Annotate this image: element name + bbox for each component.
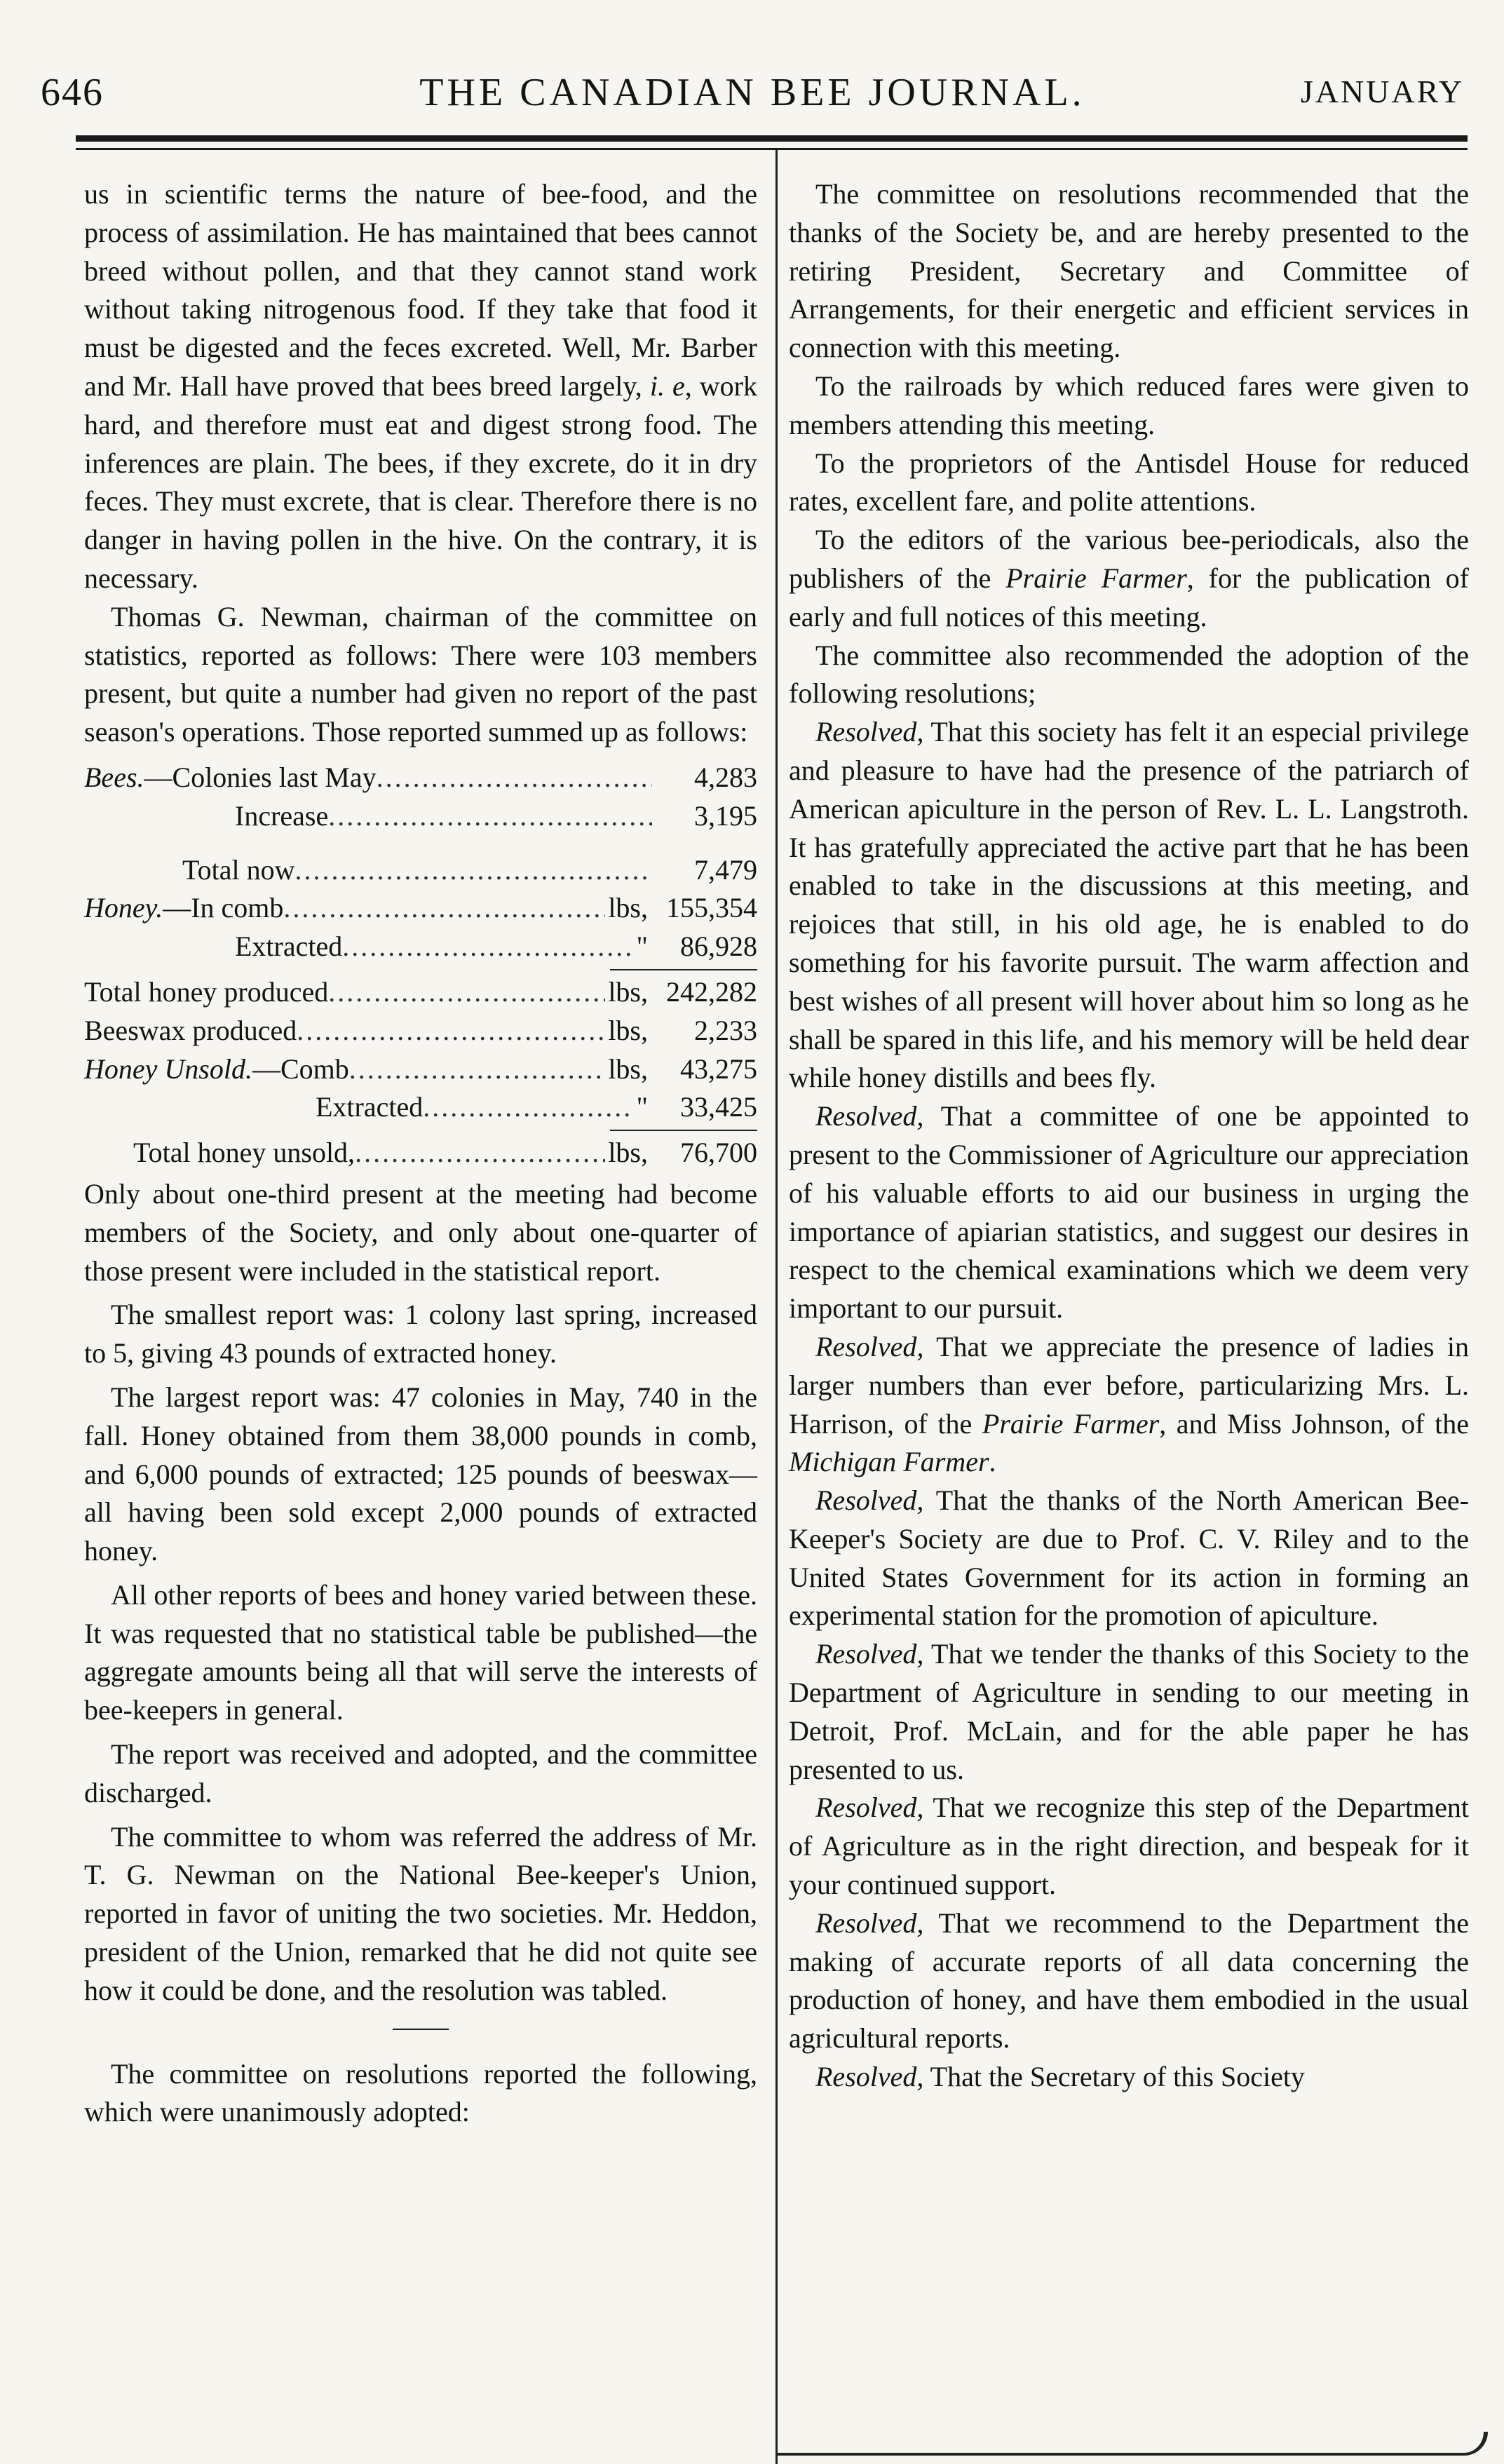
paragraph: The committee on resolutions reported the following, which were unanimously adopted: (84, 2057, 757, 2128)
stats-label-text: —Comb (252, 1052, 349, 1085)
section-divider (393, 2029, 449, 2030)
stats-row-unsold-extracted (84, 1088, 757, 1127)
stats-label: Beeswax produced (84, 1014, 297, 1046)
left-column (84, 175, 757, 2132)
resolution (789, 713, 1469, 1097)
leader-dots (328, 797, 652, 836)
resolution-text: That we tender the thanks of this Society to the Department of Agriculture in sending to our meeting in Detroit, Prof. McLain, and for the able paper he has presented to us. (789, 1638, 1469, 1785)
stats-value: 86,928 (680, 930, 757, 963)
header-rule-thin (76, 148, 1468, 150)
stats-label (84, 1050, 349, 1089)
stats-label: Total now (182, 853, 295, 886)
resolution (789, 2058, 1469, 2097)
statistics-table (84, 759, 757, 1172)
paragraph-text: us in scientific terms the nature of bee-food, and the process of assimilation. He has maintained that bees cannot breed without pollen, and that they cannot stand work without taking nitrogenous food. If they take that food it must be digested and the feces excreted. Well, Mr. Barber and Mr. Hall have proved that bees breed largely, (84, 178, 757, 402)
stats-value: 3,195 (694, 799, 757, 832)
resolution-text: That the Secretary of this Society (923, 2061, 1305, 2093)
paragraph: The committee on resolutions recommended that the thanks of the Society be, and are hereby presented to the retiring President, Secretary and Committee of Arrangements, for their energetic and efficient services in connection with this meeting. (789, 178, 1469, 364)
resolution (789, 1904, 1469, 2058)
issue-month: JANUARY (1300, 74, 1464, 109)
leader-dots (423, 1088, 633, 1127)
stats-value: 33,425 (680, 1091, 757, 1123)
publication-name: Michigan Farmer (789, 1446, 989, 1478)
stats-value: 76,700 (680, 1137, 757, 1169)
resolved-label: Resolved, (815, 1330, 924, 1362)
resolution-text: That this society has felt it an especial privilege and pleasure to have had the presence of the patriarch of American apiculture in the person of Rev. L. L. Langstroth. It has gratefully appreciated the active part that he has been enabled to take in the discussions at this meeting, and rejoices that still, in his old age, he is enabled to do something for his favorite pursuit. The warm affection and best wishes of all present will hover about him so long as he shall be spared in this life, and his memory will be held dear while honey distills and bees fly. (789, 716, 1469, 1094)
header-rule-thick (76, 135, 1468, 142)
sum-rule (610, 1130, 757, 1131)
sum-rule (610, 969, 757, 970)
italic-text: i. e (649, 370, 685, 402)
publication-name: Prairie Farmer (982, 1407, 1160, 1440)
stats-unit: lbs, (608, 1137, 648, 1169)
stats-value: 155,354 (666, 892, 757, 924)
resolution-text: . (989, 1446, 996, 1478)
publication-name: Prairie Farmer (1005, 562, 1187, 594)
stats-label: Extracted (235, 930, 343, 963)
resolution (789, 1328, 1469, 1482)
stats-unit: lbs, (608, 892, 648, 924)
stats-unit: lbs, (608, 1052, 648, 1085)
stats-row-total-now (84, 851, 757, 890)
stats-unit: lbs, (608, 1014, 648, 1046)
stats-label (84, 889, 283, 928)
paragraph: The smallest report was: 1 colony last spring, increased to 5, giving 43 pounds of extracted honey. (84, 1299, 757, 1369)
leader-dots (349, 1050, 606, 1089)
stats-unit: lbs, (608, 975, 648, 1008)
resolution (789, 1635, 1469, 1789)
stats-unit: " (636, 930, 648, 963)
resolution-text: That we recognize this step of the Department of Agriculture as in the right direction, and bespeak for it your continued support. (789, 1792, 1469, 1901)
leader-dots (297, 1012, 605, 1050)
resolved-label: Resolved, (815, 1484, 924, 1517)
stats-category: Honey Unsold. (84, 1052, 252, 1085)
journal-title: THE CANADIAN BEE JOURNAL. (419, 71, 1085, 114)
paragraph: To the proprietors of the Antisdel House for reduced rates, excellent fare, and polite attentions. (789, 447, 1469, 517)
paragraph: All other reports of bees and honey varied between these. It was requested that no statistical table be published—the aggregate amounts being all that will serve the interests of bee-keepers in general. (84, 1578, 757, 1726)
paragraph (789, 521, 1469, 636)
resolution (789, 1097, 1469, 1328)
page-header (41, 70, 1464, 133)
paragraph-text: , for the publication of early and full notices of this meeting. (789, 562, 1469, 632)
stats-category: Honey. (84, 892, 163, 924)
resolved-label: Resolved, (815, 1100, 924, 1132)
leader-dots (295, 851, 652, 890)
stats-value: 2,233 (694, 1014, 757, 1046)
stats-label: Total honey produced (84, 975, 329, 1008)
paragraph: The report was received and adopted, and the committee discharged. (84, 1738, 757, 1808)
stats-row-colonies (84, 759, 757, 797)
resolved-label: Resolved, (815, 2061, 924, 2093)
stats-row-extracted (84, 928, 757, 966)
stats-row-total-unsold (84, 1134, 757, 1172)
stats-label-text: —In comb (163, 892, 284, 924)
paragraph-text: To the editors of the various bee-periodicals, also the publishers of the (789, 524, 1469, 594)
paragraph-text: , work hard, and therefore must eat and digest strong food. The inferences are plain. The bees, if they excrete, do it in dry feces. They must excrete, that is clear. Therefore there is no danger in having pollen in the hive. On the contrary, it is necessary. (84, 370, 757, 594)
stats-value: 43,275 (680, 1052, 757, 1085)
resolved-label: Resolved, (815, 1638, 924, 1670)
resolution (789, 1482, 1469, 1635)
leader-dots (342, 928, 633, 966)
resolved-label: Resolved, (815, 1907, 924, 1939)
resolution-text: That we appreciate the presence of ladies in larger numbers than ever before, particularizing Mrs. L. Harrison, of the (789, 1330, 1469, 1440)
stats-label-text: —Colonies last May (144, 761, 377, 793)
stats-row-increase (84, 797, 757, 836)
stats-value: 242,282 (666, 975, 757, 1008)
stats-label (84, 759, 377, 797)
stats-row-unsold-comb (84, 1050, 757, 1089)
resolution-text: That a committee of one be appointed to present to the Commissioner of Agriculture our appreciation of his valuable efforts to aid our business in urging the importance of apiarian statistics, and suggest our desires in respect to the chemical examinations which we deem very important to our pursuit. (789, 1100, 1469, 1325)
paragraph: The committee also recommended the adoption of the following resolutions; (789, 639, 1469, 710)
stats-value: 7,479 (694, 853, 757, 886)
stats-label: Extracted (316, 1091, 424, 1123)
stats-unit: " (636, 1091, 648, 1123)
spacer (84, 836, 757, 851)
stats-category: Bees. (84, 761, 144, 793)
stats-value: 4,283 (694, 761, 757, 793)
page-curl-edge (775, 2432, 1488, 2456)
page-number: 646 (41, 71, 104, 114)
leader-dots (377, 759, 652, 797)
paragraph: Only about one-third present at the meeting had become members of the Society, and only about one-quarter of those present were included in the statistical report. (84, 1177, 757, 1287)
resolution-text: , and Miss Johnson, of the (1159, 1407, 1470, 1440)
resolution-text: That we recommend to the Department the making of accurate reports of all data concerning the production of honey, and have them embodied in the usual agricultural reports. (789, 1907, 1469, 2055)
stats-label: Total honey unsold, (133, 1137, 355, 1169)
right-column (789, 175, 1469, 2097)
column-divider (775, 150, 778, 2464)
leader-dots (328, 973, 605, 1012)
stats-row-total-honey (84, 973, 757, 1012)
paragraph: The largest report was: 47 colonies in May, 740 in the fall. Honey obtained from them 38,000 pounds in comb, and 6,000 pounds of extracted; 125 pounds of beeswax—all having been sold except 2,000 pounds of extracted honey. (84, 1381, 757, 1567)
paragraph: The committee to whom was referred the address of Mr. T. G. Newman on the National Bee-keeper's Union, reported in favor of uniting the two societies. Mr. Heddon, president of the Union, remarked that he did not quite see how it could be done, and the resolution was tabled. (84, 1820, 757, 2006)
paragraph: To the railroads by which reduced fares were given to members attending this meeting. (789, 370, 1469, 440)
resolved-label: Resolved, (815, 716, 924, 748)
paragraph: Thomas G. Newman, chairman of the committee on statistics, reported as follows: There were 103 members present, but quite a number had given no report of the past season's operations. Those reported summed up as follows: (84, 600, 757, 748)
leader-dots (283, 889, 605, 928)
resolution-text: That the thanks of the North American Bee-Keeper's Society are due to Prof. C. V. Riley and to the United States Government for its action in forming an experimental station for the promotion of apiculture. (789, 1484, 1469, 1632)
stats-label: Increase (235, 799, 329, 832)
paragraph (84, 175, 757, 598)
stats-row-beeswax (84, 1012, 757, 1050)
leader-dots (355, 1134, 605, 1172)
stats-row-in-comb (84, 889, 757, 928)
resolved-label: Resolved, (815, 1792, 924, 1824)
resolution (789, 1789, 1469, 1904)
